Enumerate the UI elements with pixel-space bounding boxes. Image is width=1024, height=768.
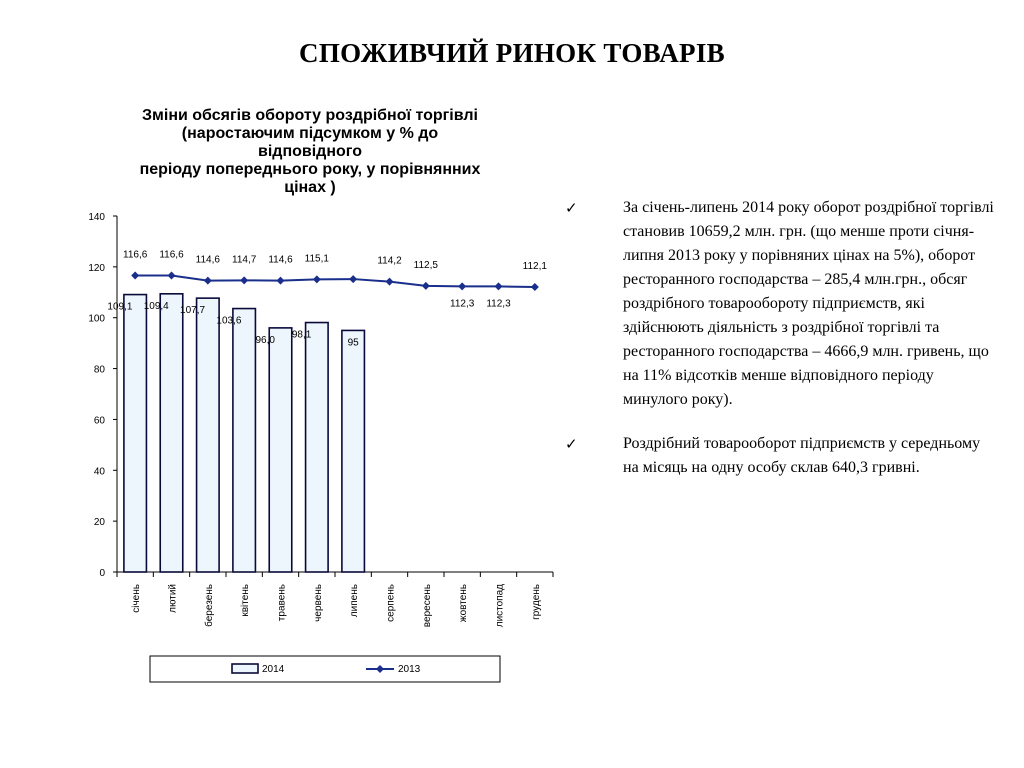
line-value-label: 114,6 xyxy=(268,254,293,266)
line-marker-2013 xyxy=(422,282,430,290)
y-tick-label: 40 xyxy=(93,466,105,478)
x-tick-label: червень xyxy=(312,584,324,622)
line-value-label: 112,3 xyxy=(486,298,511,310)
line-value-label: 112,5 xyxy=(413,259,438,271)
chart-title-line: відповідного xyxy=(258,143,362,160)
line-marker-2013 xyxy=(277,277,285,285)
bar-2014 xyxy=(306,323,329,572)
y-tick-label: 80 xyxy=(93,364,105,376)
slide-title: СПОЖИВЧИЙ РИНОК ТОВАРІВ xyxy=(299,38,725,68)
line-value-label: 115,1 xyxy=(304,253,329,265)
line-value-label: 116,6 xyxy=(159,249,184,261)
line-marker-2013 xyxy=(458,282,466,290)
x-tick-label: липень xyxy=(349,584,361,618)
line-2013 xyxy=(135,276,535,287)
notes-list xyxy=(560,196,995,500)
line-marker-2013 xyxy=(313,275,321,283)
x-tick-label: травень xyxy=(276,584,288,622)
line-value-label: 116,6 xyxy=(123,249,148,261)
line-marker-2013 xyxy=(168,272,176,280)
note-item xyxy=(560,432,995,480)
checkmark-icon: ✓ xyxy=(565,199,578,217)
line-value-label: 114,7 xyxy=(232,254,257,266)
x-tick-label: лютий xyxy=(167,584,179,613)
x-tick-label: вересень xyxy=(421,584,433,628)
line-marker-2013 xyxy=(495,282,503,290)
bar-2014 xyxy=(160,294,183,572)
bar-2014 xyxy=(197,298,220,572)
chart-title-line: (наростаючим підсумком у % до xyxy=(181,125,439,142)
line-value-label: 114,2 xyxy=(377,255,402,267)
x-tick-label: грудень xyxy=(530,584,542,620)
bar-value-label: 98,1 xyxy=(291,329,312,341)
line-value-label: 114,6 xyxy=(195,254,220,266)
chart-title-line: цінах ) xyxy=(284,179,336,196)
bar-2014 xyxy=(233,309,256,572)
bar-value-label: 95 xyxy=(347,337,359,349)
y-tick-label: 120 xyxy=(88,262,105,274)
x-tick-label: березень xyxy=(203,584,215,627)
y-tick-label: 140 xyxy=(88,212,105,223)
bar-2014 xyxy=(342,330,365,572)
y-tick-label: 0 xyxy=(99,568,105,579)
bar-2014 xyxy=(269,328,292,572)
bar-value-label: 109,1 xyxy=(107,301,133,313)
note-text: Роздрібний товарооборот підприємств у середньому на місяць на одну особу склав 640,3 гривні. xyxy=(623,435,981,476)
x-tick-label: квітень xyxy=(240,584,252,617)
x-tick-label: січень xyxy=(131,584,143,613)
bar-value-label: 103,6 xyxy=(216,315,242,327)
bar-value-label: 109,4 xyxy=(143,300,169,312)
bar-value-label: 107,7 xyxy=(180,305,206,317)
y-tick-label: 100 xyxy=(88,313,105,325)
note-text: За січень-липень 2014 року оборот роздрібної торгівлі становив 10659,2 млн. грн. (що менше проти січня-липня 2013 року у порівняних цінах на 5%), оборот ресторанного господарства – 285,4 млн.грн., обсяг роздрібного товарообороту підприємств, які здійснюють діяльність з роздрібної торгівлі та ресторанного господарства – 4666,9 млн. гривень, що на 11% відсотків менше відповідного періоду минулого року). xyxy=(623,199,994,408)
x-tick-label: листопад xyxy=(494,584,506,628)
line-marker-2013 xyxy=(531,283,539,291)
legend-label-2013: 2013 xyxy=(398,664,421,675)
x-tick-label: жовтень xyxy=(458,584,470,623)
checkmark-icon: ✓ xyxy=(565,435,578,453)
bar-value-label: 96,0 xyxy=(255,334,275,346)
legend-box xyxy=(150,656,500,682)
note-item xyxy=(560,196,995,412)
line-marker-2013 xyxy=(204,277,212,285)
y-tick-label: 60 xyxy=(93,415,105,427)
legend-label-2014: 2014 xyxy=(262,664,285,675)
legend-swatch-2014 xyxy=(232,664,258,673)
line-value-label: 112,1 xyxy=(522,260,547,272)
y-tick-label: 20 xyxy=(93,517,105,529)
chart-title-line: періоду попереднього року, у порівнянних xyxy=(139,161,481,178)
line-value-label: 112,3 xyxy=(450,298,475,310)
line-marker-2013 xyxy=(240,276,248,284)
bar-2014 xyxy=(124,295,147,572)
x-tick-label: серпень xyxy=(385,584,397,622)
line-marker-2013 xyxy=(349,275,357,283)
line-marker-2013 xyxy=(386,278,394,286)
line-marker-2013 xyxy=(131,272,139,280)
chart-title-line: Зміни обсягів обороту роздрібної торгівлі xyxy=(142,107,478,124)
